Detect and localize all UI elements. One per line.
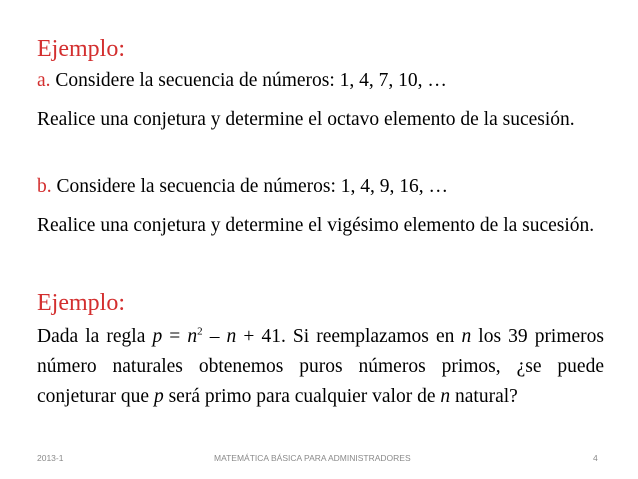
item-b-task: Realice una conjetura y determine el vigésimo elemento de la sucesión. bbox=[37, 215, 595, 236]
example2-heading: Ejemplo: bbox=[37, 290, 125, 316]
variable-n: n bbox=[187, 326, 198, 347]
variable-p: p bbox=[152, 326, 163, 347]
footer-page-number: 4 bbox=[593, 453, 598, 463]
rule-question-text: será primo para cualquier valor de bbox=[163, 386, 441, 407]
example1-heading: Ejemplo: bbox=[37, 36, 125, 62]
item-b-sequence-text: Considere la secuencia de números: 1, 4, 9, 16, … bbox=[51, 176, 449, 197]
minus-sign: – bbox=[202, 326, 227, 347]
item-b-statement bbox=[37, 172, 604, 202]
footer-term: 2013-1 bbox=[37, 453, 64, 463]
item-b-marker: b. bbox=[37, 176, 52, 197]
item-a-statement bbox=[37, 66, 604, 96]
rule-middle-text: los 39 primeros número naturales obtenemos puros números primos, ¿se puede conjeturar que bbox=[37, 326, 605, 407]
rule-intro-text: Dada la regla bbox=[37, 326, 153, 347]
footer-course: MATEMÁTICA BÁSICA PARA ADMINISTRADORES bbox=[214, 453, 411, 463]
variable-n: n bbox=[461, 326, 472, 347]
rule-end-text: natural? bbox=[450, 386, 518, 407]
rule-constant-text: + 41. Si reemplazamos en bbox=[236, 326, 462, 347]
variable-n: n bbox=[440, 386, 451, 407]
equals-sign: = bbox=[162, 326, 188, 347]
variable-n: n bbox=[226, 326, 237, 347]
variable-p: p bbox=[153, 386, 164, 407]
example2-paragraph bbox=[37, 322, 604, 412]
item-a-sequence-text: Considere la secuencia de números: 1, 4, 7, 10, … bbox=[50, 70, 447, 91]
exponent: 2 bbox=[197, 325, 203, 338]
item-a-marker: a. bbox=[37, 70, 51, 91]
item-a-task: Realice una conjetura y determine el octavo elemento de la sucesión. bbox=[37, 109, 575, 130]
